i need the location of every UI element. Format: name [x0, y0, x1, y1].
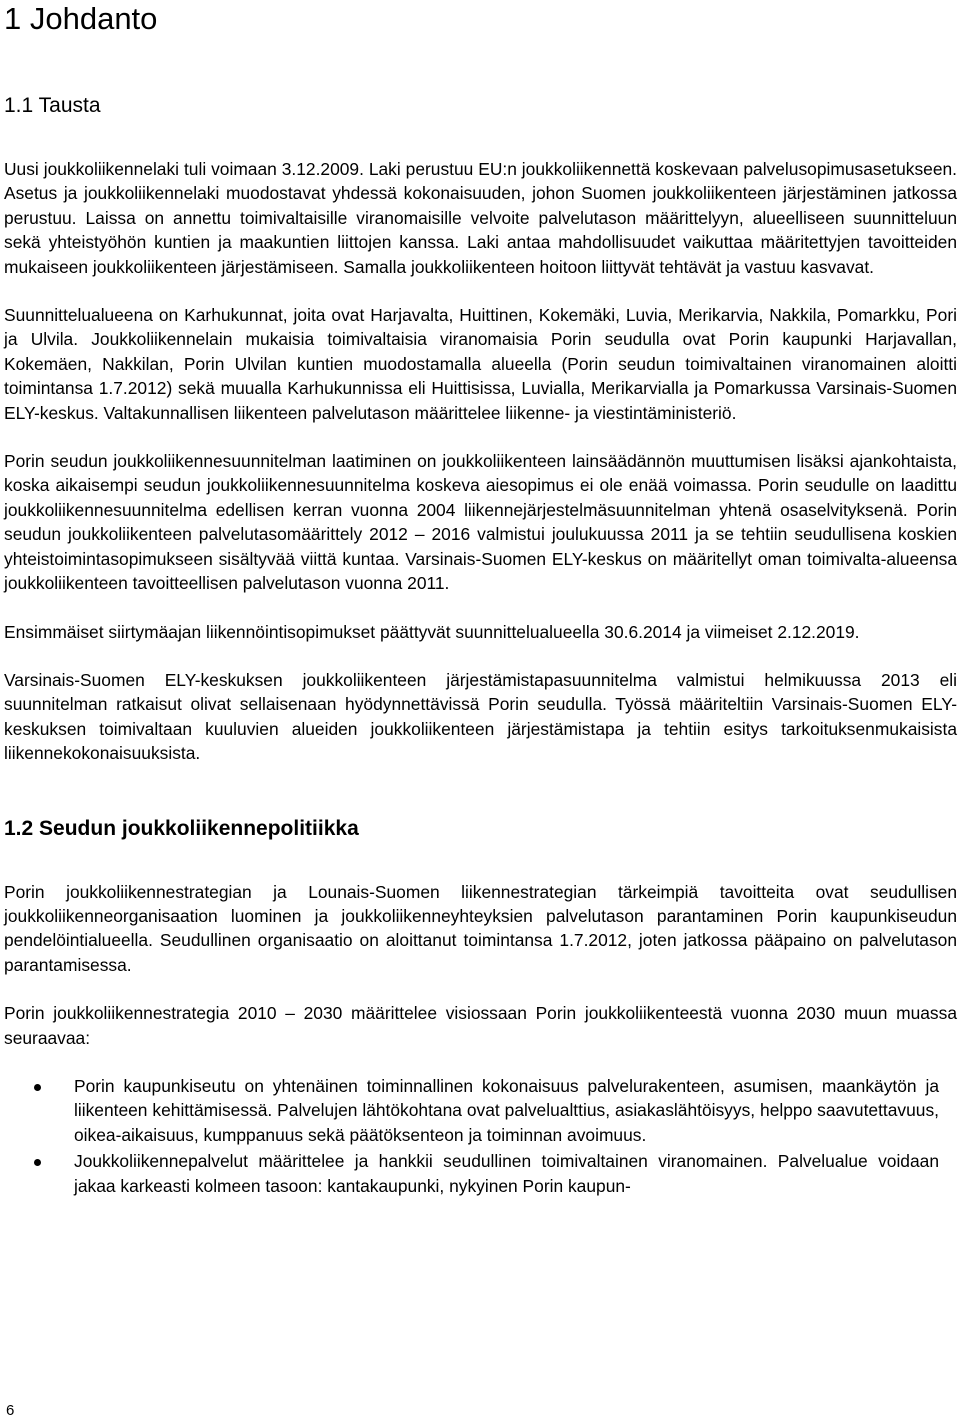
page-number: 6	[6, 1402, 15, 1419]
list-item	[4, 1149, 957, 1198]
list-item-text: Joukkoliikennepalvelut määrittelee ja hankkii seudullinen toimivaltainen viranomainen. Palvelualue voidaan jakaa karkeasti kolmeen tasoon: kantakaupunki, nykyinen Porin kaupun-	[74, 1151, 939, 1196]
paragraph-5: Varsinais-Suomen ELY-keskuksen joukkoliikenteen järjestämistapasuunnitelma valmistui helmikuussa 2013 eli suunnitelman ratkaisut olivat sellaisenaan hyödynnettävissä Porin seudulla. Työssä määriteltiin Varsinais-Suomen ELY-keskuksen toimivaltaan kuuluvien alueiden joukkoliikenteen järjestämistapa ja tehtiin esitys tarkoituksenmukaisista liikennekokonaisuuksista.	[4, 669, 957, 764]
document-page	[4, 0, 957, 1200]
bullet-icon	[34, 1159, 41, 1166]
chapter-heading: 1 Johdanto	[4, 1, 158, 36]
section-heading-1-1: 1.1 Tausta	[4, 94, 101, 117]
paragraph-2: Suunnittelualueena on Karhukunnat, joita ovat Harjavalta, Huittinen, Kokemäki, Luvia, Merikarvia, Nakkila, Pomarkku, Pori ja Ulvila. Joukkoliikennelain mukaisia toimivaltaisia viranomaisia Porin seudulla ovat Porin kaupunki Harjavallan, Kokemäen, Nakkilan, Porin Ulvilan kuntien muodostamalla alueella (Porin seudun toimivaltainen viranomainen aloitti toimintansa 1.7.2012) sekä muualla Karhukunnissa eli Huittisissa, Luvialla, Merikarvialla ja Pomarkussa Varsinais-Suomen ELY-keskus. Valtakunnallisen liikenteen palvelutason määrittelee liikenne- ja viestintäministeriö.	[4, 305, 957, 423]
bullet-icon	[34, 1084, 41, 1091]
paragraph-4: Ensimmäiset siirtymäajan liikennöintisopimukset päättyvät suunnittelualueella 30.6.2014 ja viimeiset 2.12.2019.	[4, 621, 860, 642]
paragraph-1: Uusi joukkoliikennelaki tuli voimaan 3.12.2009. Laki perustuu EU:n joukkoliikennettä koskevaan palvelusopimusasetukseen. Asetus ja joukkoliikennelaki muodostavat yhdessä kokonaisuuden, johon Suomen joukkoliikenteen järjestäminen jatkossa perustuu. Laissa on annettu toimivaltaisille viranomaisille velvoite palvelutason määrittelyyn, alueelliseen suunnitteluun sekä yhteistyöhön kuntien ja maakuntien liittojen kanssa. Laki antaa mahdollisuudet vaikuttaa määritettyjen tavoitteiden mukaiseen joukkoliikenteen järjestämiseen. Samalla joukkoliikenteen hoitoon liittyvät tehtävät ja vastuu kasvavat.	[4, 159, 957, 277]
list-item-text: Porin kaupunkiseutu on yhtenäinen toiminnallinen kokonaisuus palvelurakenteen, asumisen, maankäytön ja liikenteen kehittämisessä. Palvelujen lähtökohtana ovat palvelualttius, asiakaslähtöisyys, helppo saavutettavuus, oikea-aikaisuus, kumppanuus sekä päätöksenteon ja toiminnan avoimuus.	[74, 1075, 939, 1145]
paragraph-3: Porin seudun joukkoliikennesuunnitelman laatiminen on joukkoliikenteen lainsäädännön muuttumisen lisäksi ajankohtaista, koska aikaisempi seudun joukkoliikennesuunnitelma koskeva aiesopimus ei ole enää voimassa. Porin seudulle on laadittu joukkoliikennesuunnitelma edellisen kerran vuonna 2004 liikennejärjestelmäsuunnitelman yhtenä osaselvityksenä. Porin seudun joukkoliikenteen palvelutasomäärittely 2012 – 2016 valmistui joulukuussa 2011 ja se tehtiin seudullisena koskien yhteistoimintasopimukseen sisältyvää viittä kuntaa. Varsinais-Suomen ELY-keskus on määritellyt oman toimivalta-alueensa joukkoliikenteen tavoitteellisen palvelutason vuonna 2011.	[4, 451, 957, 594]
section-heading-1-2: 1.2 Seudun joukkoliikennepolitiikka	[4, 816, 359, 840]
paragraph-7: Porin joukkoliikennestrategia 2010 – 2030 määrittelee visiossaan Porin joukkoliikenteestä vuonna 2030 muun muassa seuraavaa:	[4, 1003, 957, 1048]
bullet-list	[4, 1074, 957, 1198]
paragraph-6: Porin joukkoliikennestrategian ja Lounais-Suomen liikennestrategian tärkeimpiä tavoitteita ovat seudullisen joukkoliikenneorganisaation luominen ja joukkoliikenneyhteyksien palvelutason parantaminen Porin kaupunkiseudun pendelöintialueella. Seudullinen organisaatio on aloittanut toimintansa 1.7.2012, joten jatkossa pääpaino on palvelutason parantamisessa.	[4, 881, 957, 975]
list-item	[4, 1074, 957, 1147]
